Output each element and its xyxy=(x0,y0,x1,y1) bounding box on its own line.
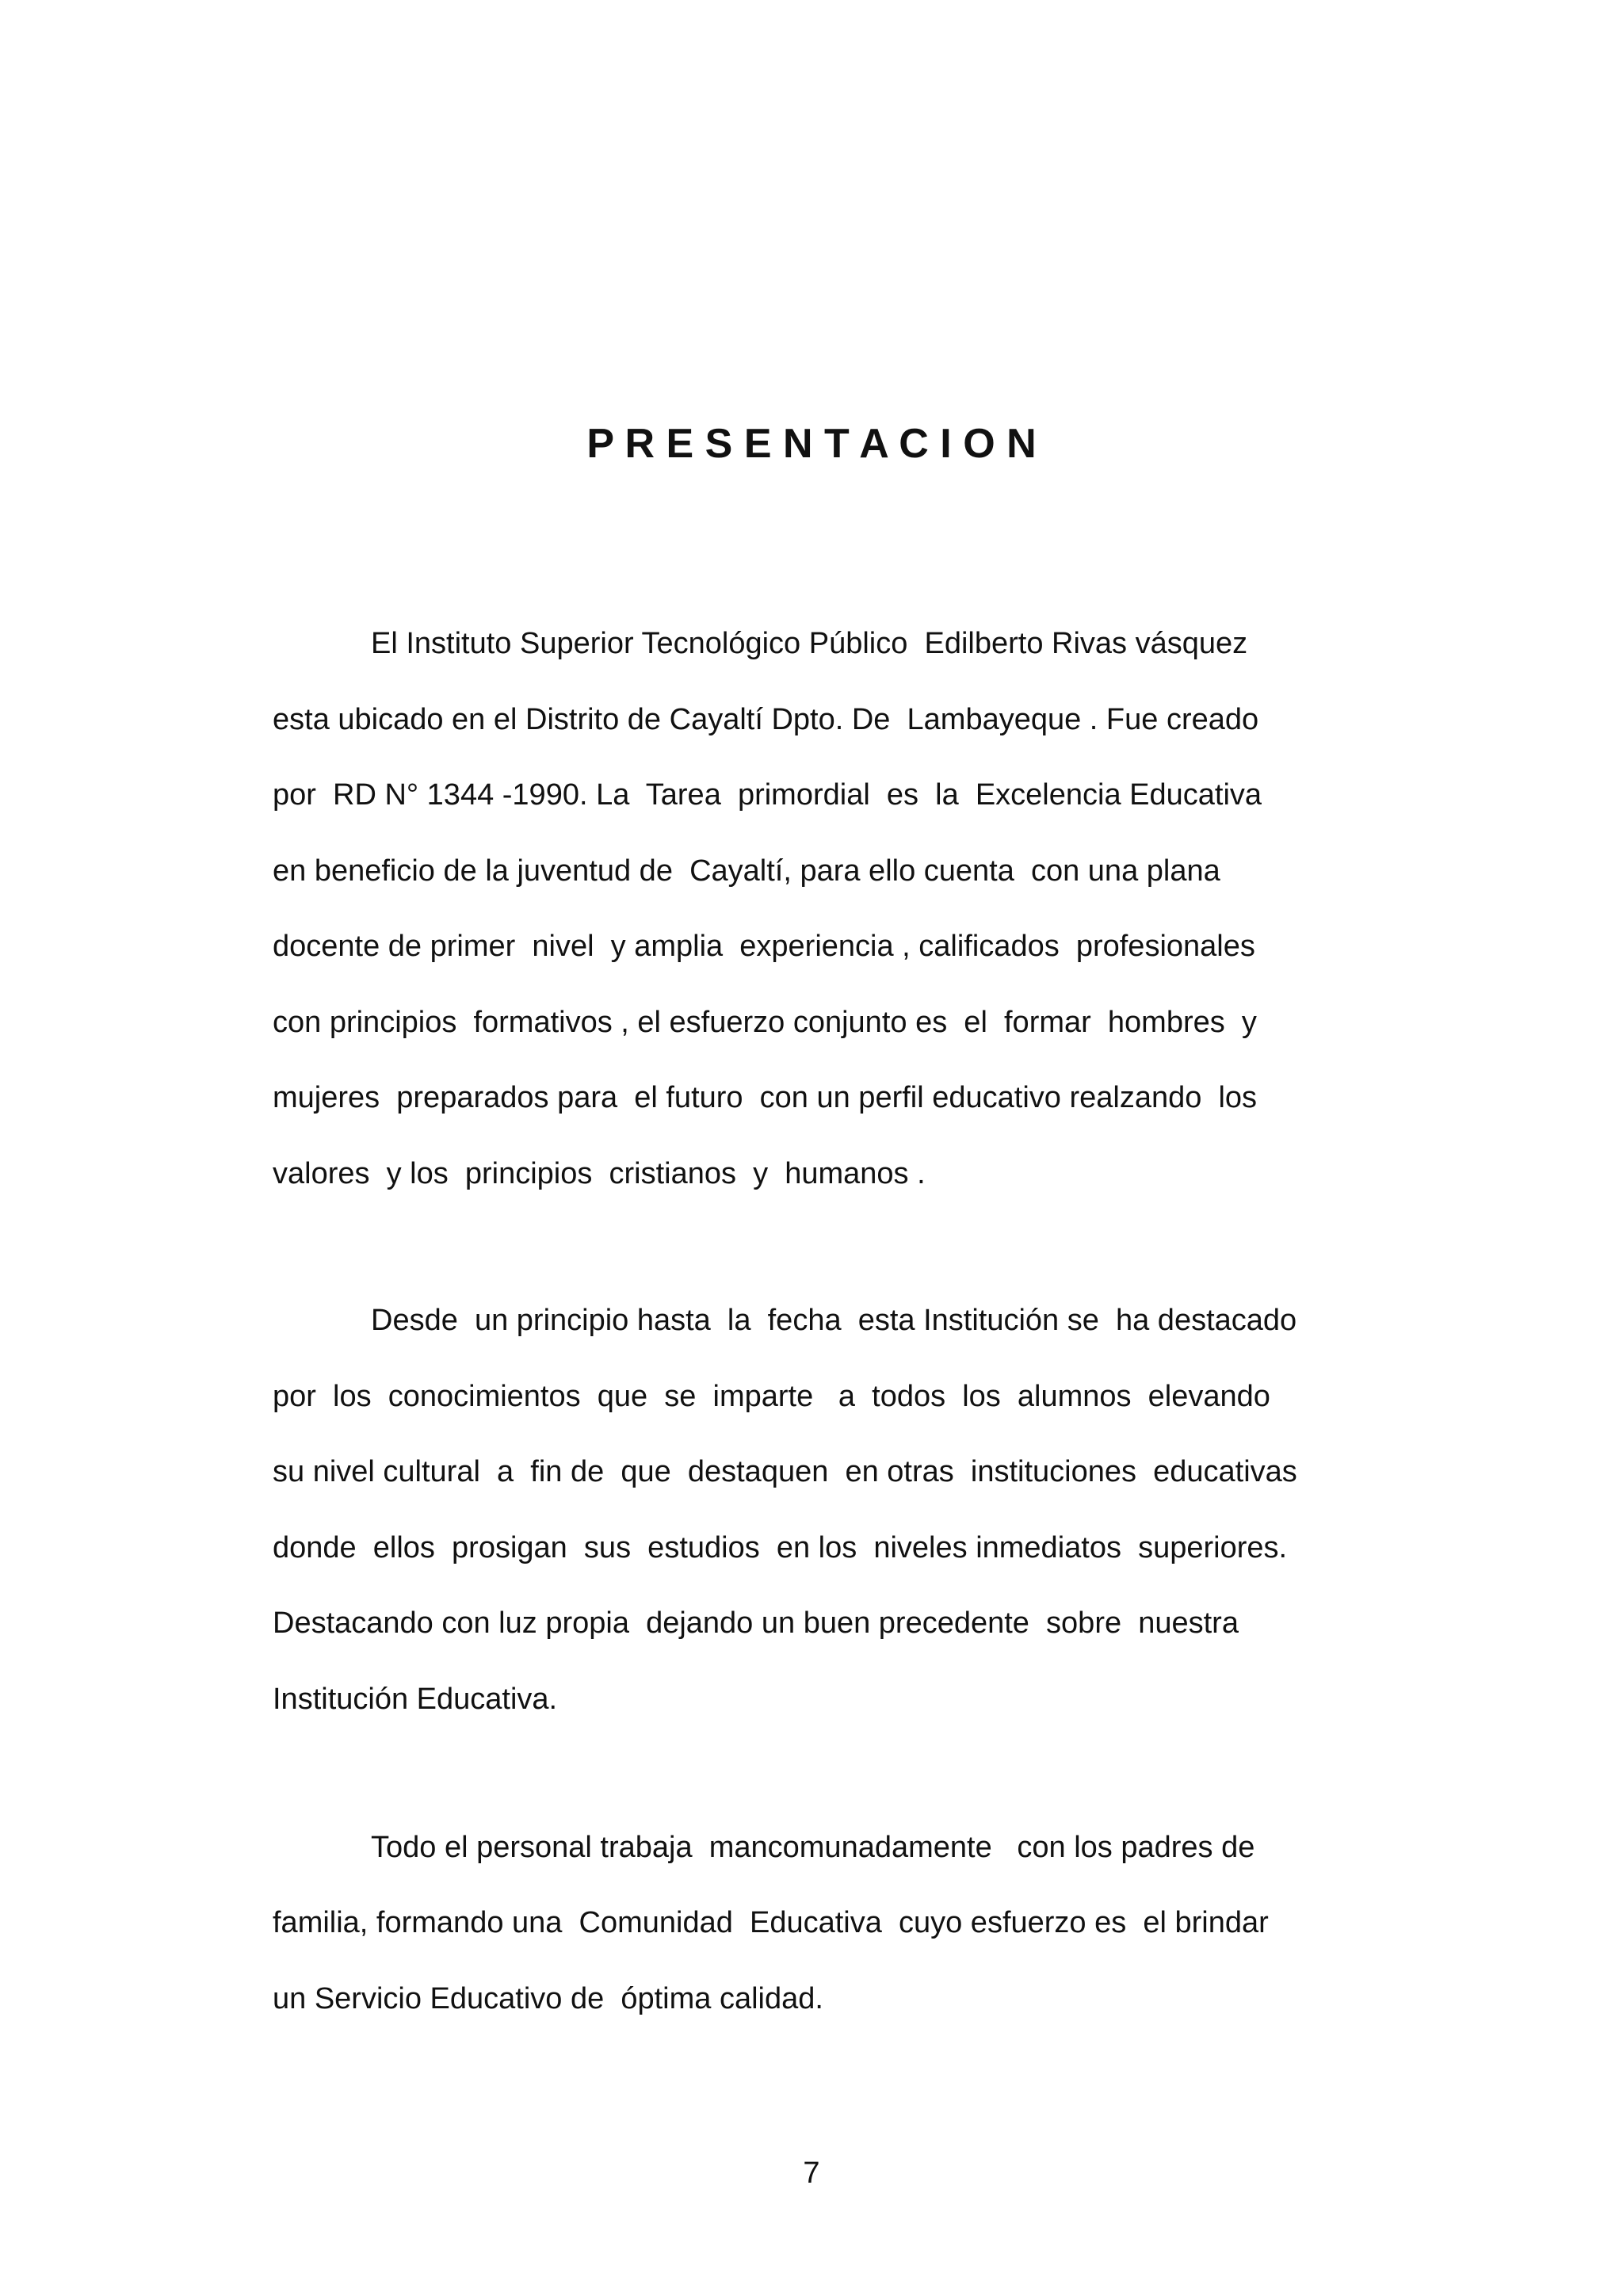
paragraph-line: Desde un principio hasta la fecha esta Institución se ha destacado xyxy=(371,1304,1297,1337)
paragraph-line: donde ellos prosigan sus estudios en los niveles inmediatos superiores. xyxy=(273,1531,1288,1564)
paragraph-line: mujeres preparados para el futuro con un perfil educativo realzando los xyxy=(273,1081,1258,1114)
paragraph-line: en beneficio de la juventud de Cayaltí, para ello cuenta con una plana xyxy=(273,854,1220,888)
paragraph-line: El Instituto Superior Tecnológico Público Edilberto Rivas vásquez xyxy=(371,627,1248,660)
paragraph-line: docente de primer nivel y amplia experiencia , calificados profesionales xyxy=(273,930,1255,963)
page-title: P R E S E N T A C I O N xyxy=(586,421,1037,467)
paragraph-line: por los conocimientos que se imparte a todos los alumnos elevando xyxy=(273,1380,1270,1413)
paragraph-line: Todo el personal trabaja mancomunadamente con los padres de xyxy=(371,1831,1255,1864)
page-number: 7 xyxy=(803,2157,820,2190)
paragraph-line: familia, formando una Comunidad Educativa cuyo esfuerzo es el brindar xyxy=(273,1906,1269,1939)
paragraph-line: con principios formativos , el esfuerzo conjunto es el formar hombres y xyxy=(273,1006,1257,1039)
paragraph-line: Destacando con luz propia dejando un buen precedente sobre nuestra xyxy=(273,1606,1239,1640)
paragraph-line: valores y los principios cristianos y humanos . xyxy=(273,1157,926,1190)
paragraph-line: un Servicio Educativo de óptima calidad. xyxy=(273,1982,823,2015)
paragraph-line: esta ubicado en el Distrito de Cayaltí Dpto. De Lambayeque . Fue creado xyxy=(273,703,1259,736)
paragraph-line: su nivel cultural a fin de que destaquen en otras instituciones educativas xyxy=(273,1455,1297,1488)
paragraph-line: por RD N° 1344 -1990. La Tarea primordial es la Excelencia Educativa xyxy=(273,778,1262,812)
paragraph-line: Institución Educativa. xyxy=(273,1683,558,1716)
